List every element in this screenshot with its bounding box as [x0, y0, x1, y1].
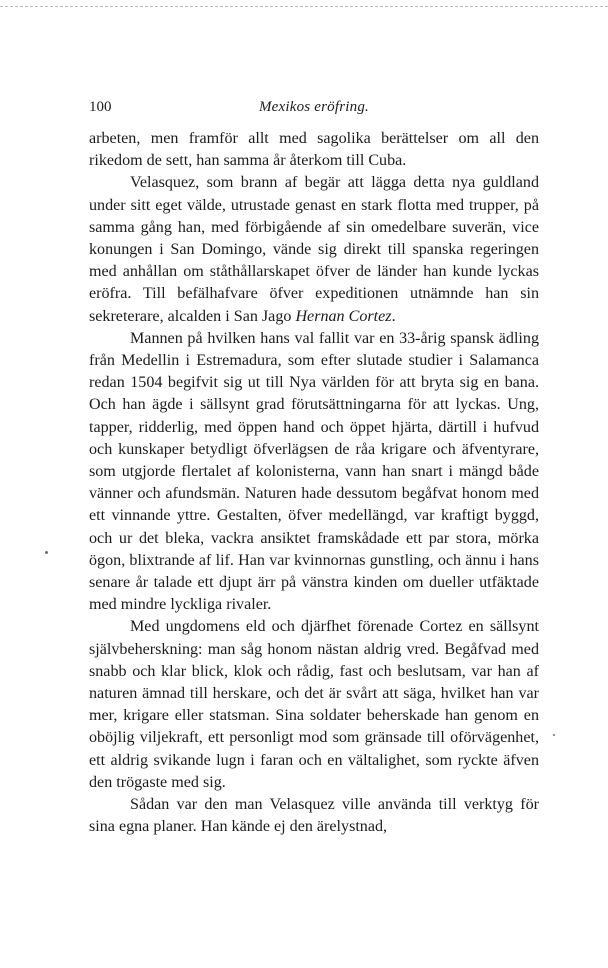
page-header: [89, 99, 539, 121]
paragraph-text: Mannen på hvilken hans val fallit var en 33-årig spansk ädling från Medellin i Estremadura, som efter slutade studier i Salamanca redan 1504 begifvit sig ut till Nya världen för att bryta sig en bana. Och han ägde i sällsynt grad förutsättningarna för att lyckas. Ung, tapper, ridderlig, med öppen hand och öppet hjärta, därtill i hufvud och kunskaper betydligt öfverlägsen de råa krigare och äfventyrare, som utgjorde flertalet af kolonisterna, vann han snart i mängd både vänner och afundsmän. Naturen hade dessutom begåfvat honom med ett vinnande yttre. Gestalten, öfver medellängd, var kraftigt byggd, och ur det bleka, vackra ansiktet framskådade ett par stora, mörka ögon, blixtrande af lif. Han var kvinnornas gunstling, och ännu i hans senare år talade ett djupt ärr på vänstra kinden om dueller utfäktade med mindre lyckliga rivaler.: [89, 329, 539, 614]
paragraph-text: Sådan var den man Velasquez ville använda till verktyg för sina egna planer. Han kände ej den ärelystnad,: [89, 796, 539, 836]
paragraph-text: Velasquez, som brann af begär att lägga detta nya guldland under sitt eget välde, utrustade genast en stark flotta med trupper, på samma gång han, med förbigående af sin omedelbare suverän, vice konungen i San Domingo, vände sig direkt till spanska regeringen med anhållan om ståthållarskapet öfver de länder han kunde lyckas eröfra. Till befälhafvare öfver expeditionen utnämnde han sin sekreterare, alcalden i San Jago: [89, 174, 539, 325]
paragraph-1: [89, 128, 539, 172]
scan-speck: [553, 734, 555, 736]
paragraph-text: arbeten, men framför allt med sagolika berättelser om all den rikedom de sett, han samma år återkom till Cuba.: [89, 130, 539, 170]
paragraph-2: [89, 172, 539, 327]
scan-speck: [45, 551, 48, 554]
body-text: [89, 128, 539, 839]
paragraph-4: [89, 616, 539, 794]
paragraph-3: [89, 328, 539, 617]
page-top-edge-rule: [0, 6, 608, 7]
paragraph-5: [89, 794, 539, 838]
paragraph-text: Med ungdomens eld och djärfhet förenade Cortez en sällsynt självbeherskning: man såg honom nästan aldrig vred. Begåfvad med snabb och klar blick, klok och rådig, fast och beslutsam, var han af naturen ämnad till herskare, och det är svårt att säga, hvilket han var mer, krigare eller statsman. Sina soldater beherskade han genom en oböjlig viljekraft, ett personligt mod som gränsade till oförvägenhet, ett aldrig svikande lugn i faran och en vältalighet, som ryckte äfven den trögaste med sig.: [89, 618, 539, 791]
emphasized-name: Hernan Cortez: [295, 307, 392, 325]
page-number: 100: [89, 99, 112, 115]
paragraph-tail: .: [391, 307, 396, 325]
running-title: Mexikos eröfring.: [258, 99, 370, 115]
